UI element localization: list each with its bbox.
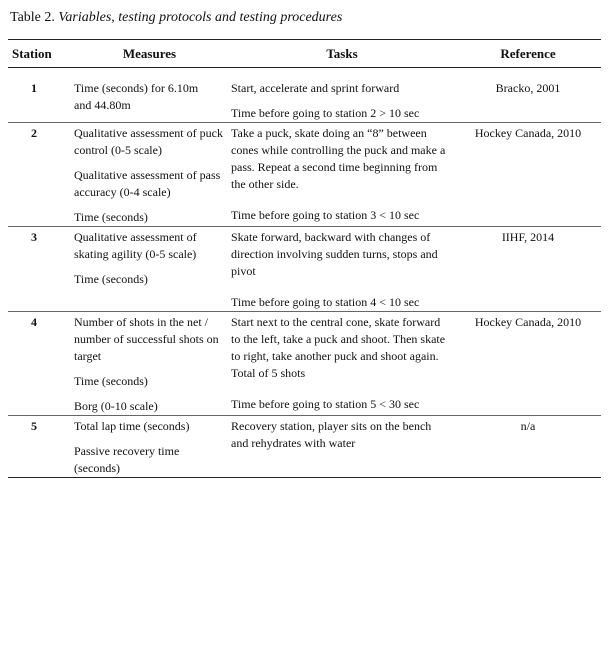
task-item: Recovery station, player sits on the bench and rehydrates with water [231, 419, 432, 450]
measures-cell [70, 416, 229, 478]
task-item: Time before going to station 3 < 10 sec [231, 208, 420, 222]
station-number: 3 [8, 227, 70, 312]
task-item: Start next to the central cone, skate forward to the left, take a puck and shoot. Then skate to right, take another puck and shoot again. Total of 5 shots [231, 315, 446, 380]
tasks-cell [229, 227, 455, 312]
reference-cell: Hockey Canada, 2010 [455, 312, 601, 416]
tasks-cell [229, 312, 455, 416]
task-item: Start, accelerate and sprint forward [231, 81, 400, 95]
table-row [8, 312, 601, 416]
reference-cell: n/a [455, 416, 601, 478]
measure-item: Qualitative assessment of skating agility (0-5 scale) [74, 230, 197, 261]
reference-cell: Bracko, 2001 [455, 68, 601, 123]
tasks-cell [229, 68, 455, 123]
header-tasks: Tasks [229, 40, 455, 68]
header-measures: Measures [70, 40, 229, 68]
measure-item: Time (seconds) [74, 374, 148, 388]
measure-item: Time (seconds) [74, 210, 148, 224]
task-item: Time before going to station 4 < 10 sec [231, 295, 420, 309]
table-row [8, 123, 601, 227]
task-item: Skate forward, backward with changes of direction involving sudden turns, stops and pivot [231, 230, 438, 278]
measures-cell [70, 123, 229, 227]
protocol-table [8, 39, 601, 478]
station-number: 4 [8, 312, 70, 416]
station-number: 1 [8, 68, 70, 123]
task-item: Take a puck, skate doing an “8” between cones while controlling the puck and make a pass. Repeat a second time beginning from the other side. [231, 126, 446, 191]
header-row [8, 40, 601, 68]
measure-item: Time (seconds) for 6.10m and 44.80m [74, 81, 199, 112]
measure-item: Total lap time (seconds) [74, 419, 190, 433]
table-row [8, 227, 601, 312]
reference-cell: Hockey Canada, 2010 [455, 123, 601, 227]
measure-item: Time (seconds) [74, 272, 148, 286]
measures-cell [70, 68, 229, 123]
header-reference: Reference [455, 40, 601, 68]
table-row [8, 68, 601, 123]
measure-item: Passive recovery time (seconds) [74, 444, 180, 475]
header-station: Station [8, 40, 70, 68]
table-row [8, 416, 601, 478]
caption-title: Variables, testing protocols and testing procedures [58, 10, 343, 25]
table-caption [10, 9, 342, 27]
station-number: 5 [8, 416, 70, 478]
task-item: Time before going to station 2 > 10 sec [231, 106, 420, 120]
measure-item: Qualitative assessment of puck control (0-5 scale) [74, 126, 223, 157]
tasks-cell [229, 123, 455, 227]
measure-item: Qualitative assessment of pass accuracy (0-4 scale) [74, 168, 221, 199]
measures-cell [70, 312, 229, 416]
task-item: Time before going to station 5 < 30 sec [231, 397, 420, 411]
measures-cell [70, 227, 229, 312]
tasks-cell [229, 416, 455, 478]
measure-item: Number of shots in the net / number of successful shots on target [74, 315, 219, 363]
measure-item: Borg (0-10 scale) [74, 399, 158, 413]
station-number: 2 [8, 123, 70, 227]
caption-prefix: Table 2. [10, 10, 55, 25]
reference-cell: IIHF, 2014 [455, 227, 601, 312]
